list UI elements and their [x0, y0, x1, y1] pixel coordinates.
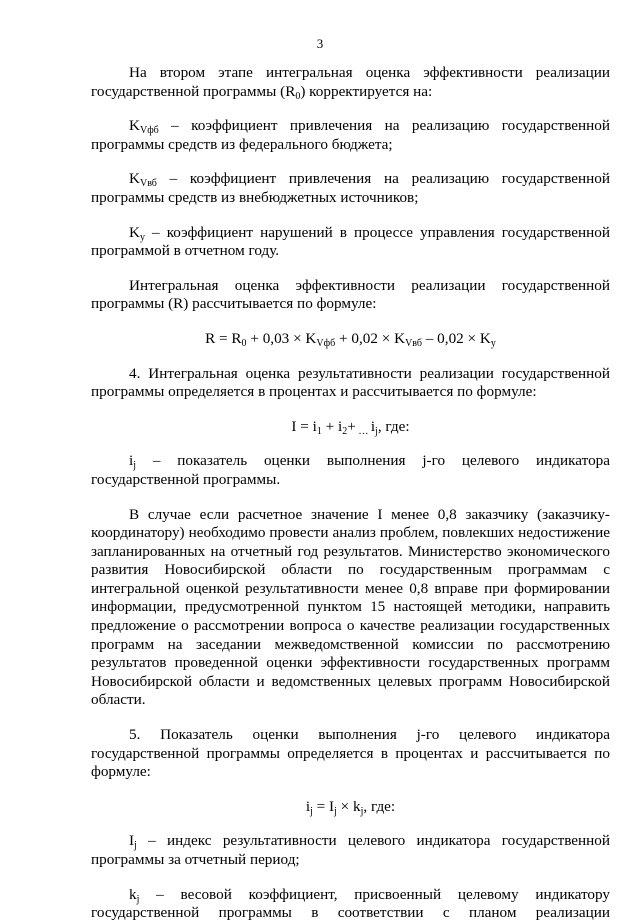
formula-ij: $i_j = I_j \times k_j$, где: [305, 797, 396, 817]
paragraph-second-stage: На втором этапе интегральная оценка эффективности реализации государственной программы $(R_0)$ корректируется на: [91, 64, 610, 102]
formula-r: $R = R_0 + 0,03 \times K_{Vфб} + 0,02 \times K_{Vвб} - 0,02 \times K_у$ [205, 329, 496, 349]
paragraph-integral-estimate: Интегральная оценка эффективности реализации государственной программы (R) рассчитывается по формуле: [91, 276, 610, 313]
paragraph-k-u: $K_у$ – коэффициент нарушений в процессе управления государственной программой в отчетном году. [91, 223, 610, 260]
paragraph-section-4: 4. Интегральная оценка результативности реализации государственной программы определяется в процентах и рассчитывается по формуле: [91, 364, 610, 401]
formula-i: $I = i_1 + i_2+ _\dots$ $i_j$, где: [291, 417, 410, 437]
page-number: 3 [316, 36, 324, 51]
paragraph-k-vvb: $K_{Vвб}$ – коэффициент привлечения на реализацию государственной программы средств из внебюджетных источников; [91, 170, 610, 206]
paragraph-low-value-case: В случае если расчетное значение I менее 0,8 заказчику (заказчику-координатору) необходимо провести анализ проблем, повлекших недостижение запланированных на отчетный год результатов. Министерство экономического развития Новосибирской области по государственным программам с интегральной оценкой результативности менее 0,8 вправе при формировании информации, предусмотренной пунктом 15 настоящей методики, направить предложение о рассмотрении вопроса о качестве реализации государственных программ на заседании межведомственной комиссии по рассмотрению результатов проведенной оценки эффективности государственных программ Новосибирской области и ведомственных целевых программ Новосибирской области. [91, 505, 610, 709]
paragraph-section-5: 5. Показатель оценки выполнения j-го целевого индикатора государственной программы определяется в процентах и рассчитывается по формуле: [91, 726, 610, 781]
paragraph-Ij-definition: $I_j$ – индекс результативности целевого индикатора государственной программы за отчетный период; [91, 832, 610, 868]
paragraph-k-vfb: $K_{Vфб}$ – коэффициент привлечения на реализацию государственной программы средств из федерального бюджета; [91, 117, 610, 153]
document-body [91, 64, 610, 923]
paragraph-kj-definition: $k_j$ – весовой коэффициент, присвоенный целевому индикатору государственной программы в соответствии с планом реализации [91, 885, 610, 922]
paragraph-ij-definition: $i_j$ – показатель оценки выполнения j-го целевого индикатора государственной программы. [91, 452, 610, 488]
